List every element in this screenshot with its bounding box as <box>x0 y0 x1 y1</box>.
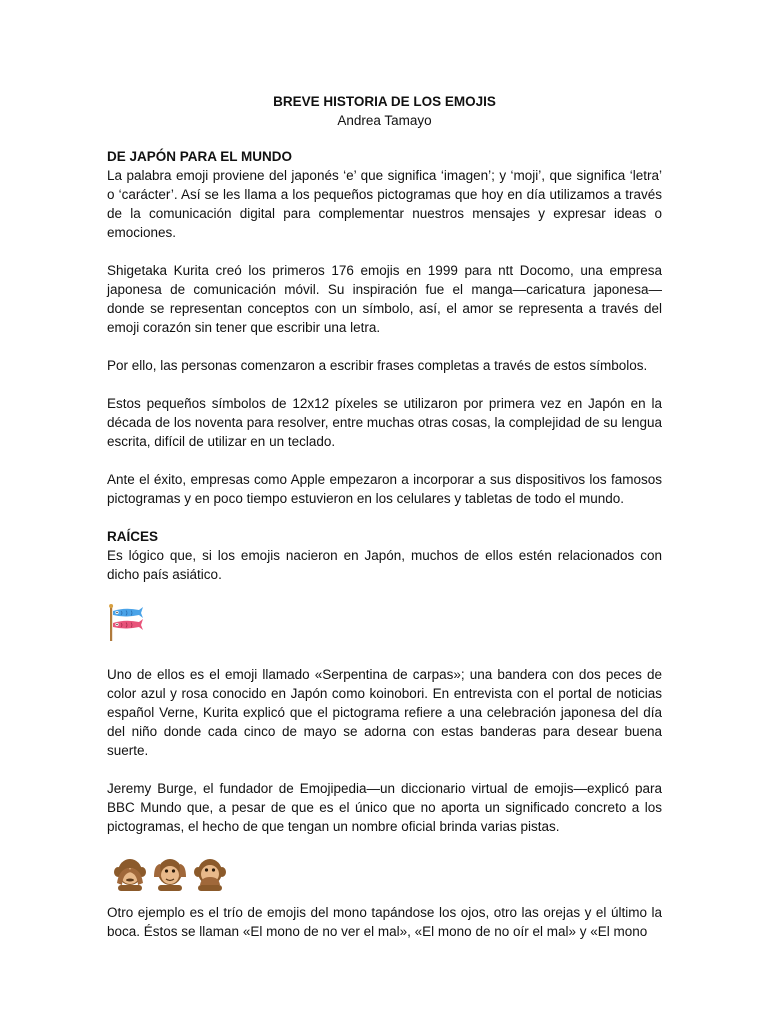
paragraph: Por ello, las personas comenzaron a escribir frases completas a través de estos símbolos. <box>107 358 648 373</box>
section-heading-japon: DE JAPÓN PARA EL MUNDO <box>107 149 293 164</box>
section-heading-raices: RAÍCES <box>107 529 159 544</box>
paragraph: Uno de ellos es el emoji llamado «Serpentina de carpas»; una bandera con dos peces de color azul y rosa conocido en Japón como koinobori. En entrevista con el portal de noticias español Verne, Kurita explicó que el pictograma refiere a una celebración japonesa del día del niño donde cada cinco de mayo se adorna con estas banderas para desear buena suerte. <box>107 667 662 758</box>
paragraph: Estos pequeños símbolos de 12x12 píxeles se utilizaron por primera vez en Japón en la década de los noventa para resolver, entre muchas otras cosas, la complejidad de su lengua escrita, difícil de utilizar en un teclado. <box>107 396 662 449</box>
see-no-evil-monkey-icon <box>113 855 147 891</box>
paragraph: Shigetaka Kurita creó los primeros 176 emojis en 1999 para ntt Docomo, una empresa japonesa de comunicación móvil. Su inspiración fue el manga—caricatura japonesa— donde se representan conceptos con un símbolo, así, el amor se representa a través del emoji corazón sin tener que escribir una letra. <box>107 263 662 335</box>
paragraph: La palabra emoji proviene del japonés ‘e’ que significa ‘imagen’; y ‘moji’, que significa ‘letra’ o ‘carácter’. Así se les llama a los pequeños pictogramas que hoy en día utilizamos a través de la comunicación digital para complementar nuestros mensajes y expresar ideas o emociones. <box>107 168 662 240</box>
paragraph: Jeremy Burge, el fundador de Emojipedia—un diccionario virtual de emojis—explicó para BBC Mundo que, a pesar de que es el único que no aporta un significado concreto a los pictogramas, el hecho de que tengan un nombre oficial brinda varias pistas. <box>107 781 662 834</box>
carp-streamer-icon <box>107 603 147 643</box>
paragraph: Es lógico que, si los emojis nacieron en Japón, muchos de ellos estén relacionados con dicho país asiático. <box>107 548 662 582</box>
paragraph: Otro ejemplo es el trío de emojis del mono tapándose los ojos, otro las orejas y el último la boca. Éstos se llaman «El mono de no ver el mal», «El mono de no oír el mal» y «El mono <box>107 905 662 939</box>
document-title: BREVE HISTORIA DE LOS EMOJIS <box>273 94 496 109</box>
hear-no-evil-monkey-icon <box>153 855 187 891</box>
document-author: Andrea Tamayo <box>337 113 432 128</box>
paragraph: Ante el éxito, empresas como Apple empezaron a incorporar a sus dispositivos los famosos pictogramas y en poco tiempo estuvieron en los celulares y tabletas de todo el mundo. <box>107 472 662 506</box>
speak-no-evil-monkey-icon <box>193 855 227 891</box>
monkey-emoji-row <box>113 855 662 895</box>
